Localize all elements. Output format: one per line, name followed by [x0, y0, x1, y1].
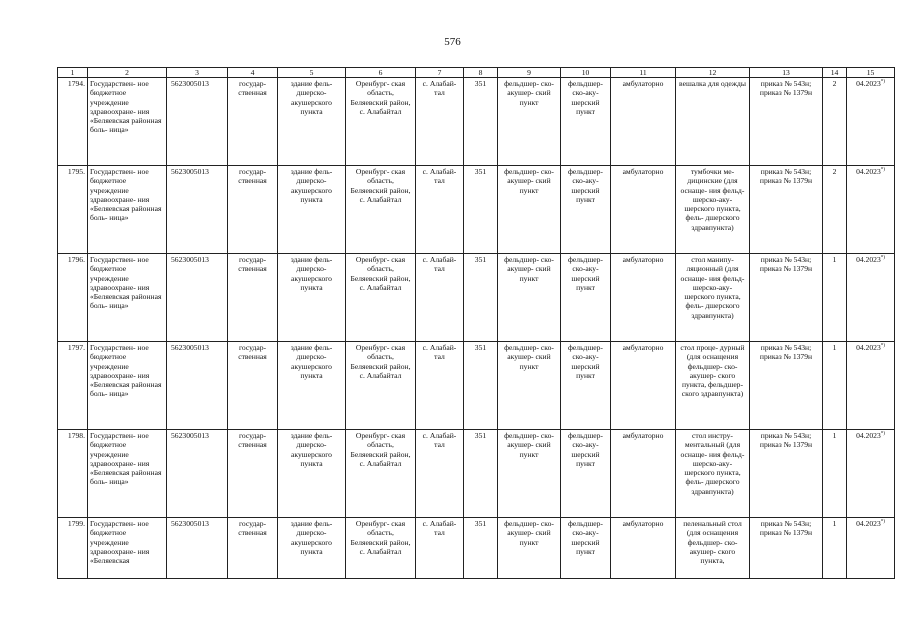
inn-cell: 5623005013: [167, 342, 228, 430]
address-cell: Оренбург- ская область, Беляевский район, с. Алабайтал: [346, 78, 416, 166]
table-row: [58, 342, 895, 430]
row-number: 1794.: [58, 78, 88, 166]
basis-cell: приказ № 543н; приказ № 1379н: [750, 342, 823, 430]
unit-type-cell: фельдшер- ско-акушер- ский пункт: [498, 254, 561, 342]
column-header: 3: [167, 68, 228, 78]
ownership-cell: государ- ственная: [228, 430, 278, 518]
column-header: 9: [498, 68, 561, 78]
note-mark: *): [880, 431, 885, 437]
basis-cell: приказ № 543н; приказ № 1379н: [750, 518, 823, 579]
building-cell: здание фель- дшерско- акушерского пункта: [278, 166, 346, 254]
note-mark: *): [880, 255, 885, 261]
organization-cell: Государствен- ное бюджетное учреждение здравоохране- ния «Беляевская районная боль- ница»: [88, 254, 167, 342]
date-cell: [847, 166, 895, 254]
row-number: 1797.: [58, 342, 88, 430]
column-header: 13: [750, 68, 823, 78]
organization-cell: Государствен- ное бюджетное учреждение здравоохране- ния «Беляевская районная боль- ница»: [88, 342, 167, 430]
note-mark: *): [880, 519, 885, 525]
row-number: 1798.: [58, 430, 88, 518]
date-value: 04.2023: [856, 255, 881, 264]
ownership-cell: государ- ственная: [228, 78, 278, 166]
building-cell: здание фель- дшерско- акушерского пункта: [278, 430, 346, 518]
address-cell: Оренбург- ская область, Беляевский район, с. Алабайтал: [346, 342, 416, 430]
table-row: [58, 78, 895, 166]
column-header: 4: [228, 68, 278, 78]
column-header: 8: [464, 68, 498, 78]
code-cell: 351: [464, 430, 498, 518]
date-cell: [847, 78, 895, 166]
column-header: 5: [278, 68, 346, 78]
unit-type-cell: фельдшер- ско-акушер- ский пункт: [498, 78, 561, 166]
locality-cell: с. Алабай- тал: [416, 430, 464, 518]
code-cell: 351: [464, 518, 498, 579]
basis-cell: приказ № 543н; приказ № 1379н: [750, 254, 823, 342]
quantity-cell: 2: [823, 166, 847, 254]
locality-cell: с. Алабай- тал: [416, 518, 464, 579]
inn-cell: 5623005013: [167, 78, 228, 166]
care-form-cell: амбулаторно: [611, 166, 676, 254]
quantity-cell: 1: [823, 254, 847, 342]
date-value: 04.2023: [856, 431, 881, 440]
table-row: [58, 430, 895, 518]
column-header: 6: [346, 68, 416, 78]
unit-name-cell: фельдшер- ско-аку- шерский пункт: [561, 166, 611, 254]
locality-cell: с. Алабай- тал: [416, 342, 464, 430]
page-number: 576: [444, 36, 461, 48]
inn-cell: 5623005013: [167, 166, 228, 254]
unit-type-cell: фельдшер- ско-акушер- ский пункт: [498, 518, 561, 579]
note-mark: *): [880, 343, 885, 349]
care-form-cell: амбулаторно: [611, 78, 676, 166]
unit-type-cell: фельдшер- ско-акушер- ский пункт: [498, 342, 561, 430]
table-row: [58, 518, 895, 579]
building-cell: здание фель- дшерско- акушерского пункта: [278, 518, 346, 579]
table-row: [58, 166, 895, 254]
ownership-cell: государ- ственная: [228, 254, 278, 342]
ownership-cell: государ- ственная: [228, 342, 278, 430]
row-number: 1799.: [58, 518, 88, 579]
date-value: 04.2023: [856, 167, 881, 176]
basis-cell: приказ № 543н; приказ № 1379н: [750, 430, 823, 518]
organization-cell: Государствен- ное бюджетное учреждение здравоохране- ния «Беляевская: [88, 518, 167, 579]
equipment-cell: стол инстру- ментальный (для оснаще- ния фельд- шерско-аку- шерского пункта, фель- дшерского здравпункта): [676, 430, 750, 518]
care-form-cell: амбулаторно: [611, 518, 676, 579]
note-mark: *): [880, 79, 885, 85]
care-form-cell: амбулаторно: [611, 342, 676, 430]
unit-type-cell: фельдшер- ско-акушер- ский пункт: [498, 430, 561, 518]
equipment-cell: вешалка для одежды: [676, 78, 750, 166]
organization-cell: Государствен- ное бюджетное учреждение здравоохране- ния «Беляевская районная боль- ница»: [88, 78, 167, 166]
organization-cell: Государствен- ное бюджетное учреждение здравоохране- ния «Беляевская районная боль- ница»: [88, 430, 167, 518]
locality-cell: с. Алабай- тал: [416, 254, 464, 342]
date-cell: [847, 430, 895, 518]
care-form-cell: амбулаторно: [611, 254, 676, 342]
column-header: 12: [676, 68, 750, 78]
date-cell: [847, 518, 895, 579]
unit-name-cell: фельдшер- ско-аку- шерский пункт: [561, 518, 611, 579]
column-header: 11: [611, 68, 676, 78]
organization-cell: Государствен- ное бюджетное учреждение здравоохране- ния «Беляевская районная боль- ница»: [88, 166, 167, 254]
date-value: 04.2023: [856, 343, 881, 352]
care-form-cell: амбулаторно: [611, 430, 676, 518]
quantity-cell: 1: [823, 518, 847, 579]
basis-cell: приказ № 543н; приказ № 1379н: [750, 78, 823, 166]
equipment-cell: тумбочки ме- дицинские (для оснаще- ния фельд- шерско-аку- шерского пункта, фель- дшерского здравпункта): [676, 166, 750, 254]
column-header: 14: [823, 68, 847, 78]
code-cell: 351: [464, 78, 498, 166]
code-cell: 351: [464, 342, 498, 430]
address-cell: Оренбург- ская область, Беляевский район, с. Алабайтал: [346, 254, 416, 342]
note-mark: *): [880, 167, 885, 173]
equipment-cell: стол проце- дурный (для оснащения фельдшер- ско-акушер- ского пункта, фельдшер- ского здравпункта): [676, 342, 750, 430]
unit-name-cell: фельдшер- ско-аку- шерский пункт: [561, 254, 611, 342]
unit-type-cell: фельдшер- ско-акушер- ский пункт: [498, 166, 561, 254]
inn-cell: 5623005013: [167, 430, 228, 518]
inn-cell: 5623005013: [167, 518, 228, 579]
address-cell: Оренбург- ская область, Беляевский район, с. Алабайтал: [346, 166, 416, 254]
ownership-cell: государ- ственная: [228, 166, 278, 254]
code-cell: 351: [464, 166, 498, 254]
column-header: 1: [58, 68, 88, 78]
basis-cell: приказ № 543н; приказ № 1379н: [750, 166, 823, 254]
equipment-cell: стол манипу- ляционный (для оснаще- ния фельд- шерско-аку- шерского пункта, фель- дшерского здравпункта): [676, 254, 750, 342]
address-cell: Оренбург- ская область, Беляевский район, с. Алабайтал: [346, 518, 416, 579]
registry-table: [57, 67, 895, 579]
unit-name-cell: фельдшер- ско-аку- шерский пункт: [561, 78, 611, 166]
ownership-cell: государ- ственная: [228, 518, 278, 579]
inn-cell: 5623005013: [167, 254, 228, 342]
locality-cell: с. Алабай- тал: [416, 166, 464, 254]
building-cell: здание фель- дшерско- акушерского пункта: [278, 78, 346, 166]
quantity-cell: 1: [823, 430, 847, 518]
table-row: [58, 254, 895, 342]
locality-cell: с. Алабай- тал: [416, 78, 464, 166]
column-number-row: [58, 68, 895, 78]
row-number: 1796.: [58, 254, 88, 342]
date-cell: [847, 254, 895, 342]
unit-name-cell: фельдшер- ско-аку- шерский пункт: [561, 342, 611, 430]
column-header: 2: [88, 68, 167, 78]
row-number: 1795.: [58, 166, 88, 254]
equipment-cell: пеленальный стол (для оснащения фельдшер- ско-акушер- ского пункта,: [676, 518, 750, 579]
quantity-cell: 2: [823, 78, 847, 166]
building-cell: здание фель- дшерско- акушерского пункта: [278, 342, 346, 430]
building-cell: здание фель- дшерско- акушерского пункта: [278, 254, 346, 342]
date-value: 04.2023: [856, 79, 881, 88]
unit-name-cell: фельдшер- ско-аку- шерский пункт: [561, 430, 611, 518]
code-cell: 351: [464, 254, 498, 342]
date-cell: [847, 342, 895, 430]
quantity-cell: 1: [823, 342, 847, 430]
address-cell: Оренбург- ская область, Беляевский район, с. Алабайтал: [346, 430, 416, 518]
column-header: 10: [561, 68, 611, 78]
date-value: 04.2023: [856, 519, 881, 528]
column-header: 15: [847, 68, 895, 78]
column-header: 7: [416, 68, 464, 78]
